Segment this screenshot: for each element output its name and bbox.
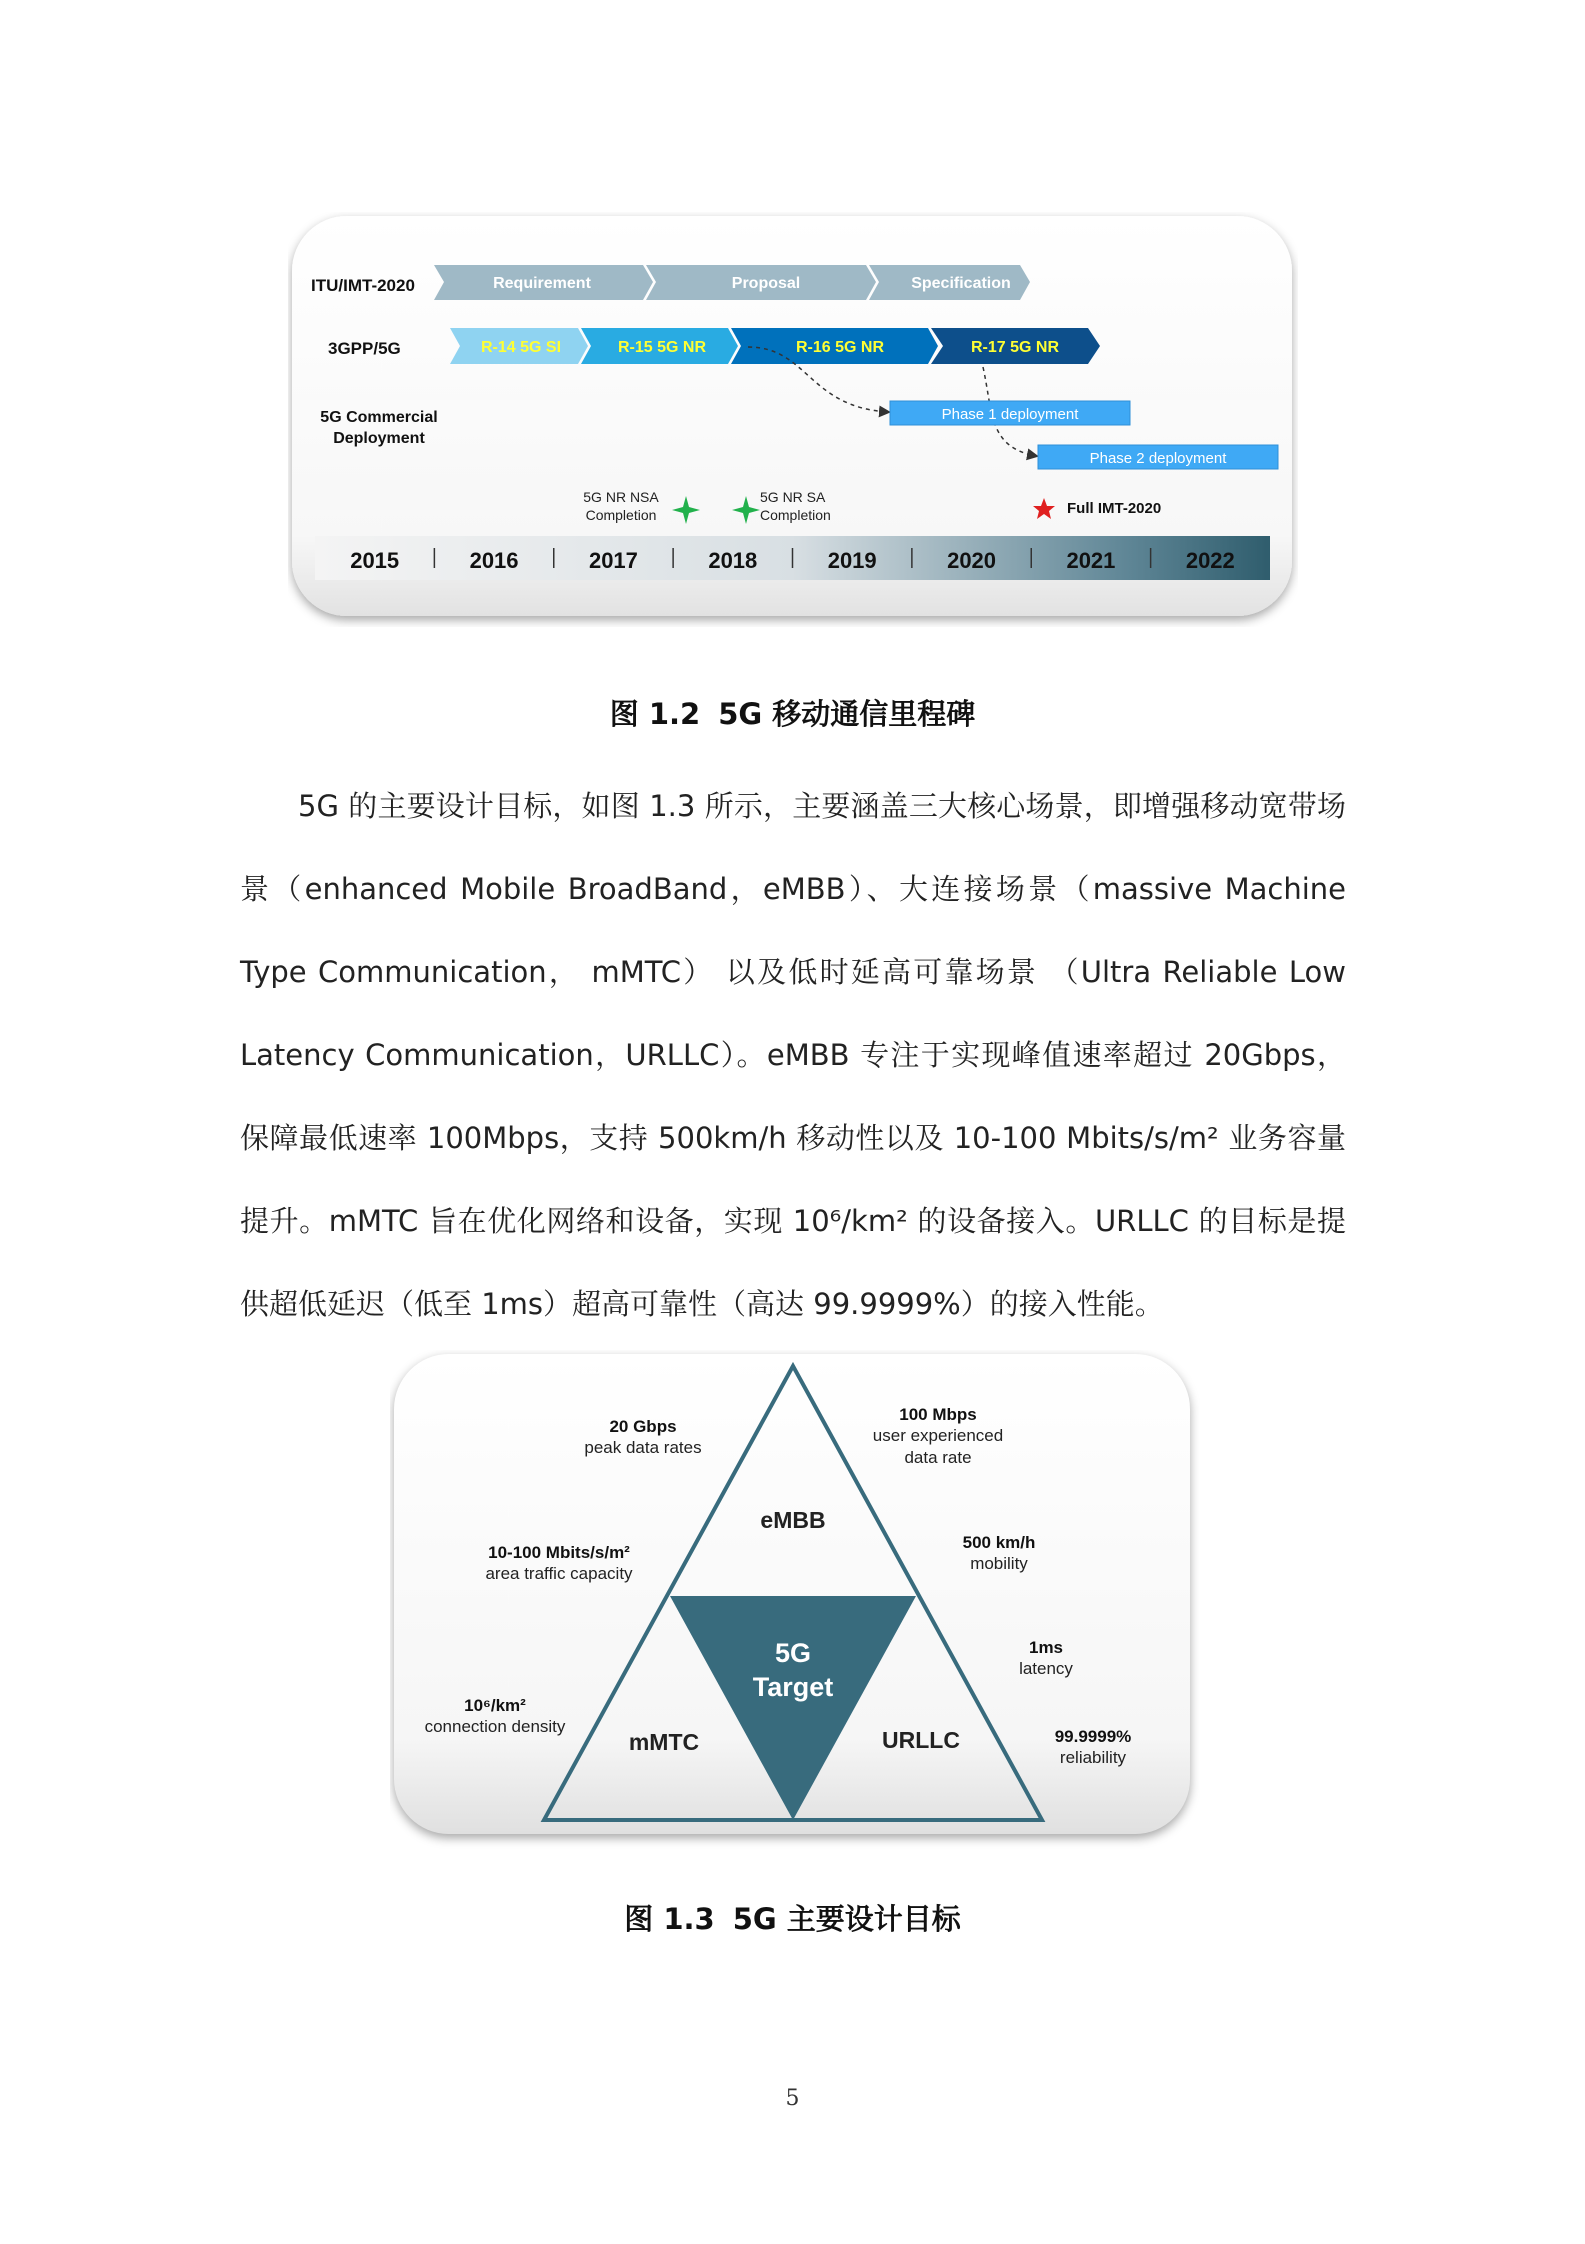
gpp-arrow-r17-label: R-17 5G NR [970, 339, 1060, 356]
sa-label-2: Completion [760, 507, 831, 523]
metric-reliability-label: reliability [1059, 1748, 1127, 1767]
caption-1-label: 图 1.2 [609, 697, 701, 731]
row-label-3gpp: 3GPP/5G [328, 339, 401, 358]
itu-arrow-proposal-label: Proposal [731, 275, 801, 292]
metric-mobility-label: mobility [970, 1554, 1028, 1573]
metric-density-value: 10⁶/km² [464, 1696, 526, 1715]
metric-peak-label: peak data rates [584, 1438, 702, 1457]
full-imt-label: Full IMT-2020 [1067, 500, 1162, 517]
metric-area-value: 10-100 Mbits/s/m² [488, 1543, 630, 1562]
design-target-figure [390, 1350, 1200, 1850]
metric-user-label-1: user experienced [872, 1426, 1004, 1445]
center-label-1: 5G [774, 1638, 812, 1668]
milestone-figure [288, 212, 1298, 627]
caption-2-text: 5G 主要设计目标 [732, 1902, 961, 1936]
scenario-embb: eMBB [760, 1507, 826, 1533]
gpp-arrow-r16-label: R-16 5G NR [795, 339, 885, 356]
nsa-label-1: 5G NR NSA [583, 489, 659, 505]
metric-density-label: connection density [424, 1717, 566, 1736]
caption-2-label: 图 1.3 [624, 1902, 715, 1936]
year-label: 2019 [827, 548, 877, 573]
year-label: 2016 [469, 548, 519, 573]
phase2-label: Phase 2 deployment [1089, 450, 1227, 467]
sa-label-1: 5G NR SA [760, 489, 826, 505]
nsa-label-2: Completion [585, 507, 657, 523]
itu-arrow-requirement-label: Requirement [493, 275, 591, 292]
gpp-arrow-r15-label: R-15 5G NR [617, 339, 707, 356]
year-label: 2020 [947, 548, 997, 573]
metric-area-label: area traffic capacity [485, 1564, 633, 1583]
gpp-arrow-r14-label: R-14 5G SI [480, 339, 562, 356]
row-label-itu: ITU/IMT-2020 [311, 276, 415, 295]
metric-reliability-value: 99.9999% [1054, 1727, 1132, 1746]
year-label: 2018 [708, 548, 758, 573]
caption-1-text: 5G 移动通信里程碑 [718, 697, 976, 731]
body-paragraph-text: 5G 的主要设计目标，如图 1.3 所示，主要涵盖三大核心场景，即增强移动宽带场景（enhanced Mobile BroadBand，eMBB）、大连接场景（massive Machine Type Communication， mMTC） 以及低时延高可靠场景 （Ultra Reliable Low Latency Communication，URLLC）。eMBB 专注于实现峰值速率超过 20Gbps，保障最低速率 100Mbps，支持 500km/h 移动性以及 10-100 Mbits/s/m² 业务容量提升。mMTC 旨在优化网络和设备，实现 10⁶/km² 的设备接入。URLLC 的目标是提供超低延迟（低至 1ms）超高可靠性（高达 99.9999%）的接入性能。 [240, 789, 1346, 1321]
phase1-label: Phase 1 deployment [941, 406, 1079, 423]
figure-1-2-caption [0, 692, 1585, 733]
metric-user-value: 100 Mbps [899, 1405, 977, 1424]
year-label: 2022 [1185, 548, 1235, 573]
metric-user-label-2: data rate [904, 1448, 972, 1467]
scenario-mmtc: mMTC [628, 1729, 700, 1755]
metric-peak-value: 20 Gbps [609, 1417, 677, 1436]
row-label-commercial-2: Deployment [333, 430, 425, 447]
year-label: 2021 [1066, 548, 1116, 573]
itu-arrow-specification-label: Specification [911, 275, 1011, 292]
year-label: 2017 [588, 548, 638, 573]
scenario-urllc: URLLC [882, 1727, 960, 1753]
year-label: 2015 [350, 548, 400, 573]
figure-1-3-caption [0, 1897, 1585, 1938]
row-label-commercial-1: 5G Commercial [320, 409, 438, 426]
metric-latency-value: 1ms [1028, 1638, 1064, 1657]
body-paragraph [240, 765, 1346, 1346]
metric-latency-label: latency [1019, 1659, 1073, 1678]
page-number: 5 [785, 2086, 800, 2111]
metric-mobility-value: 500 km/h [962, 1533, 1036, 1552]
center-label-2: Target [752, 1672, 834, 1702]
